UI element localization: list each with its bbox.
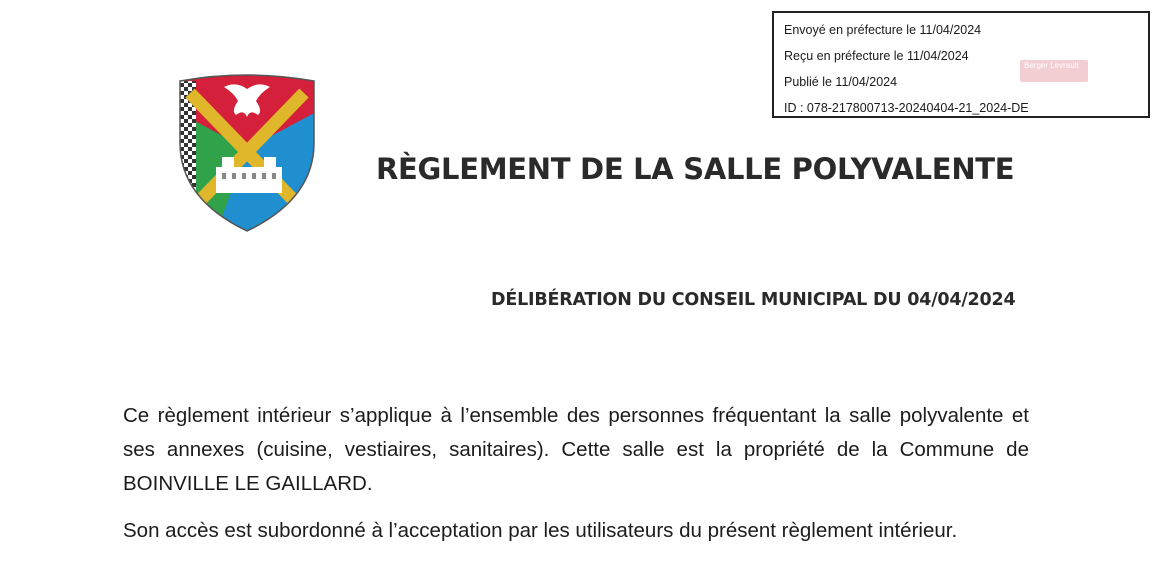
deliberation-subtitle: DÉLIBÉRATION DU CONSEIL MUNICIPAL DU 04/04/2024 bbox=[491, 290, 1016, 310]
stamp-logo-text: Berger Levrault bbox=[1024, 61, 1079, 70]
municipal-crest-icon bbox=[176, 71, 318, 233]
stamp-published-date: Publié le 11/04/2024 bbox=[784, 75, 898, 89]
stamp-received-date: Reçu en préfecture le 11/04/2024 bbox=[784, 49, 969, 63]
prefecture-stamp bbox=[772, 11, 1150, 118]
berger-levrault-logo-icon bbox=[1020, 60, 1088, 82]
page-title: RÈGLEMENT DE LA SALLE POLYVALENTE bbox=[376, 152, 1015, 186]
intro-paragraph: Ce règlement intérieur s’applique à l’ensemble des personnes fréquentant la salle polyvalente et ses annexes (cuisine, vestiaires, sanitaires). Cette salle est la propriété de la Commune de BOINVILLE LE GAILLARD. bbox=[123, 404, 1029, 495]
stamp-sent-date: Envoyé en préfecture le 11/04/2024 bbox=[784, 23, 982, 37]
stamp-id: ID : 078-217800713-20240404-21_2024-DE bbox=[784, 101, 1029, 115]
access-paragraph: Son accès est subordonné à l’acceptation par les utilisateurs du présent règlement intérieur. bbox=[123, 519, 958, 542]
